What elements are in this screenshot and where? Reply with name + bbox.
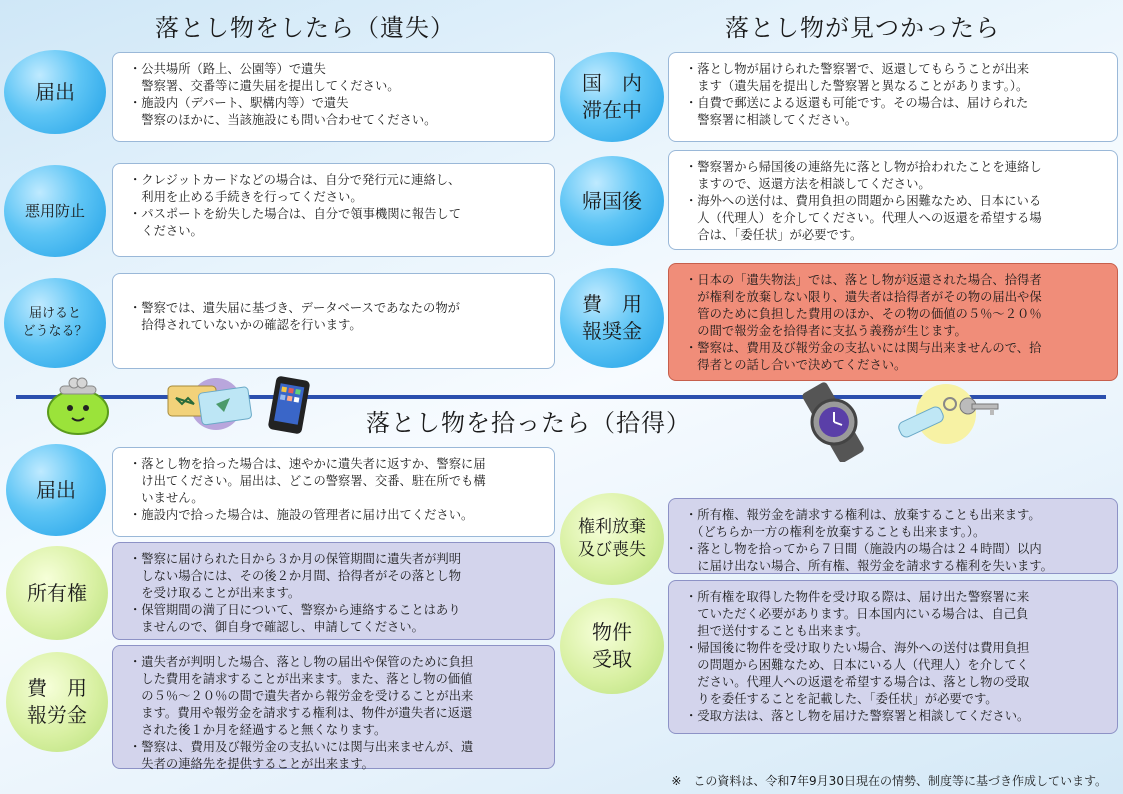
smartphone-icon <box>264 376 314 438</box>
after-return-item-2: ・海外への送付は、費用負担の問題から困難なため、日本にいる 人（代理人）を介してください。代理人への返還を希望する場 合は、「委任状」が必要です。 <box>685 194 1042 242</box>
in-japan-item-2: ・自費で郵送による返還も可能です。その場合は、届けられた 警察署に相談してください。 <box>685 96 1029 127</box>
after-return-box <box>668 150 1118 250</box>
pickup-section-title: 落とし物を拾ったら（拾得） <box>366 409 691 437</box>
misuse-item-1: ・クレジットカードなどの場合は、自分で発行元に連絡し、 利用を止める手続きを行ってください。 <box>129 173 461 204</box>
item-pickup-item-3: ・受取方法は、落とし物を届けた警察署と相談してください。 <box>685 709 1030 723</box>
item-pickup-box <box>668 580 1118 734</box>
in-japan-item-1: ・落とし物が届けられた警察署で、返還してもらうことが出来 ます（遺失届を提出した警察署と異なることがあります。）。 <box>685 62 1030 93</box>
ownership-item-1: ・警察に届けられた日から３か月の保管期間に遺失者が判明 しない場合には、その後２か月間、拾得者がその落とし物 を受け取ることが出来ます。 <box>129 552 462 600</box>
cards-icon <box>164 376 260 436</box>
ownership-item-2: ・保管期間の満了日について、警察から連絡することはあり ませんので、御自身で確認し、申請してください。 <box>129 603 461 634</box>
item-pickup-badge: 物件 受取 <box>560 598 664 694</box>
lost-section-title: 落とし物をしたら（遺失） <box>155 14 455 42</box>
lost-report-item-2: ・施設内（デパート、駅構内等）で遺失 警察のほかに、当該施設にも問い合わせてください。 <box>129 96 437 127</box>
rights-waiver-badge: 権利放棄 及び喪失 <box>560 493 664 585</box>
after-report-badge: 届けると どうなる？ <box>4 278 106 368</box>
ownership-box <box>112 542 555 640</box>
pickup-reward-item-2: ・警察は、費用及び報労金の支払いには関与出来ませんが、遺 失者の連絡先を提供することが出来ます。 <box>129 740 474 771</box>
reward-item-1: ・日本の「遺失物法」では、落とし物が返還された場合、拾得者 が権利を放棄しない限り、遺失者は拾得者がその物の届出や保 管のために負担した費用のほか、その物の価値の５％～２０％ の間で報労金を拾得者に支払う義務が生じます。 <box>685 273 1042 338</box>
pickup-reward-badge: 費 用 報労金 <box>6 652 108 752</box>
wristwatch-icon <box>793 382 875 466</box>
pickup-reward-item-1: ・遺失者が判明した場合、落とし物の届出や保管のために負担 した費用を請求することが出来ます。また、落とし物の価値 の５％～２０％の間で遺失者から報労金を受けることが出来 ます。費用や報労金を請求する権利は、物件が遺失者に返還 された後１か月を経過すると無くなります。 <box>129 655 474 737</box>
rights-waiver-item-1: ・所有権、報労金を請求する権利は、放棄することも出来ます。 （どちらか一方の権利を放棄することも出来ます。）。 <box>685 508 1041 539</box>
lost-report-box <box>112 52 555 142</box>
misuse-item-2: ・パスポートを紛失した場合は、自分で領事機関に報告して ください。 <box>129 207 462 238</box>
pickup-report-box <box>112 447 555 537</box>
rights-waiver-item-2: ・落とし物を拾ってから７日間（施設内の場合は２４時間）以内 に届け出ない場合、所有権、報労金を請求する権利を失います。 <box>685 542 1053 573</box>
reward-item-2: ・警察は、費用及び報労金の支払いには関与出来ませんので、拾 得者との話し合いで決めてください。 <box>685 341 1042 372</box>
after-report-item-1: ・警察では、遺失届に基づき、データベースであなたの物が 拾得されていないかの確認を行います。 <box>129 301 460 332</box>
in-japan-box <box>668 52 1118 142</box>
footnote: ※ この資料は、令和7年9月30日現在の情勢、制度等に基づき作成しています。 <box>671 774 1107 788</box>
reward-badge: 費 用 報奨金 <box>560 268 664 368</box>
lost-report-item-1: ・公共場所（路上、公園等）で遺失 警察署、交番等に遺失届を提出してください。 <box>129 62 400 93</box>
rights-waiver-box <box>668 498 1118 574</box>
after-return-badge: 帰国後 <box>560 156 664 246</box>
item-pickup-item-2: ・帰国後に物件を受け取りたい場合、海外への送付は費用負担 の問題から困難なため、日本にいる人（代理人）を介してく ださい。代理人への返還を希望する場合は、落とし物の受取 りを委任することを記載した、「委任状」が必要です。 <box>685 641 1030 706</box>
found-section-title: 落とし物が見つかったら <box>725 14 1000 42</box>
lost-report-badge: 届出 <box>4 50 106 134</box>
pickup-reward-box <box>112 645 555 769</box>
misuse-prevention-badge: 悪用防止 <box>4 165 106 257</box>
reward-box <box>668 263 1118 381</box>
misuse-prevention-box <box>112 163 555 257</box>
pickup-report-item-1: ・落とし物を拾った場合は、速やかに遺失者に返すか、警察に届 け出てください。届出は、どこの警察署、交番、駐在所でも構 いません。 <box>129 457 486 505</box>
item-pickup-item-1: ・所有権を取得した物件を受け取る際は、届け出た警察署に来 ていただく必要があります。日本国内にいる場合は、自己負 担で送付することも出来ます。 <box>685 590 1030 638</box>
after-return-item-1: ・警察署から帰国後の連絡先に落とし物が拾われたことを連絡し ますので、返還方法を相談してください。 <box>685 160 1042 191</box>
keys-icon <box>888 384 1004 452</box>
pickup-report-item-2: ・施設内で拾った場合は、施設の管理者に届け出てください。 <box>129 508 474 522</box>
in-japan-badge: 国 内 滞在中 <box>560 52 664 142</box>
coin-purse-icon <box>44 374 112 440</box>
ownership-badge: 所有権 <box>6 546 108 640</box>
pickup-report-badge: 届出 <box>6 444 106 536</box>
after-report-box <box>112 273 555 369</box>
